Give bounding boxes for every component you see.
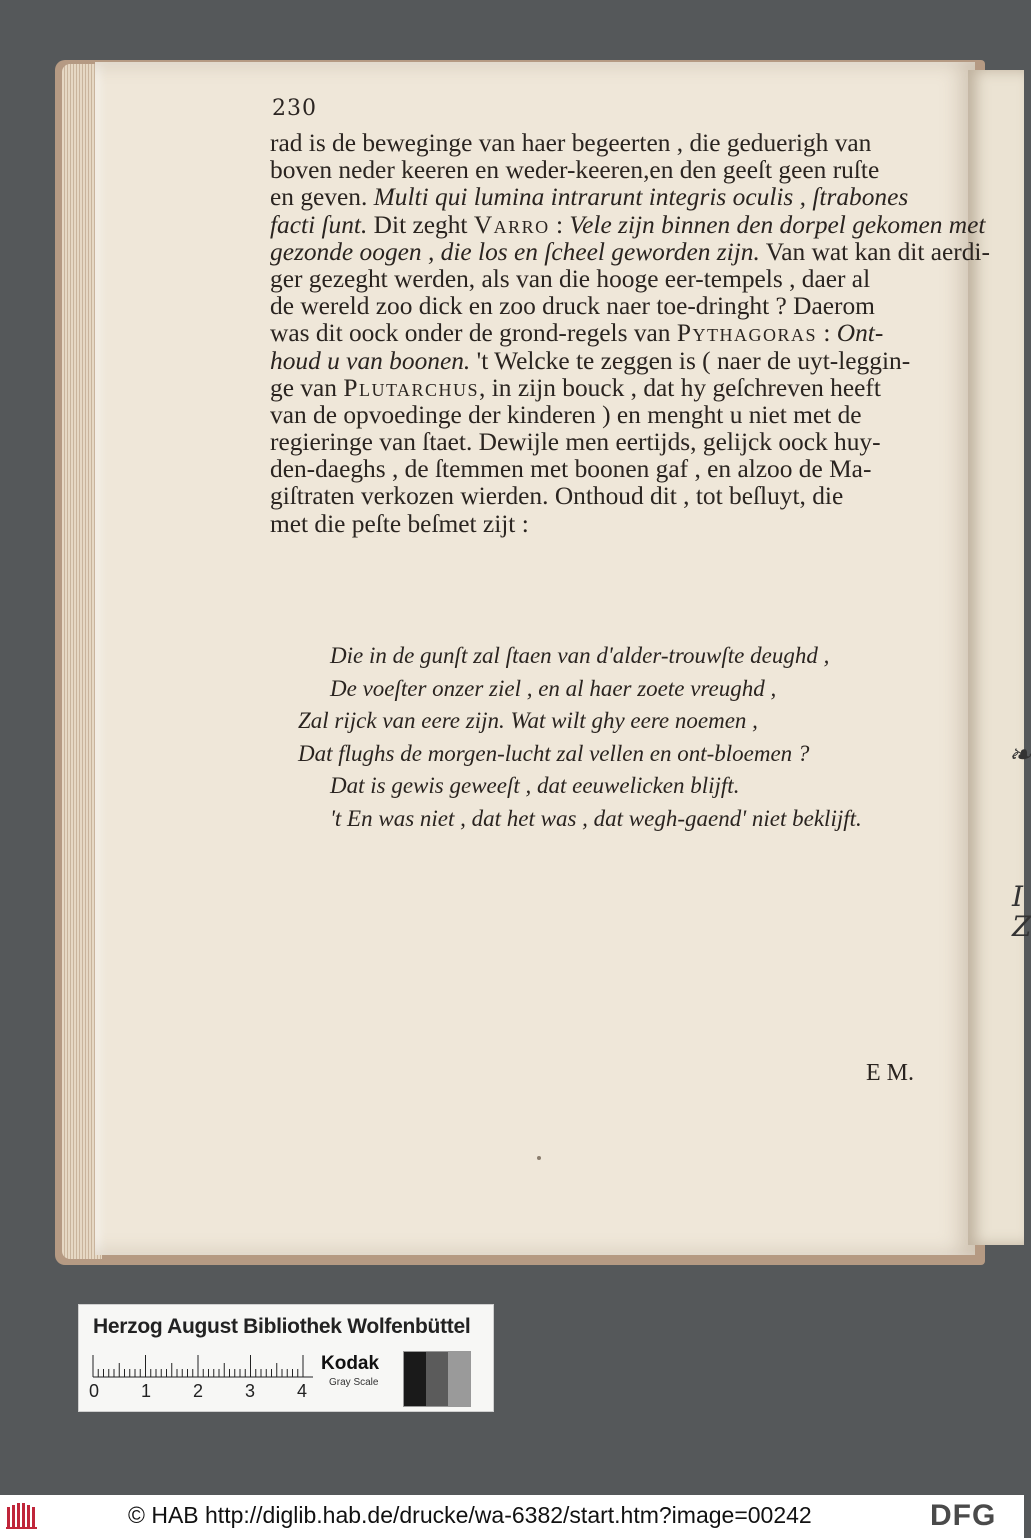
text-line xyxy=(270,348,960,375)
kodak-logo: Kodak xyxy=(321,1353,380,1374)
text-line xyxy=(270,320,960,347)
text-line xyxy=(270,293,960,320)
italic-text: Vele zijn binnen den dorpel gekomen met xyxy=(569,210,986,239)
footer-bar xyxy=(0,1495,1024,1538)
facing-page-fragment: Z xyxy=(1012,910,1031,943)
gray-patches xyxy=(403,1351,471,1407)
text-line xyxy=(270,266,960,293)
text-segment: de wereld zoo dick en zoo druck naer toe-dringht ? Daerom xyxy=(270,292,875,321)
small-caps-name: Varro xyxy=(473,210,550,239)
body-paragraph xyxy=(270,129,990,538)
text-segment: giſtraten verkozen wierden. Onthoud dit , tot beſluyt, die xyxy=(270,482,844,511)
ruler-number: 0 xyxy=(89,1381,100,1401)
italic-text: Multi qui lumina intrarunt integris oculis , ſtrabones xyxy=(373,183,909,212)
gray-patch xyxy=(426,1352,448,1406)
text-segment: ger gezeght werden, als van die hooge eer-tempels , daer al xyxy=(270,264,871,293)
text-segment: regieringe van ſtaet. Dewijle men eertijds, gelijck oock huy- xyxy=(270,428,881,457)
ruler-number: 2 xyxy=(193,1381,204,1401)
ruler-numbers xyxy=(89,1381,319,1403)
text-line xyxy=(270,429,960,456)
verse-line: Zal rijck van eere zijn. Wat wilt ghy eere noemen , xyxy=(298,708,758,733)
ruler-number: 3 xyxy=(245,1381,256,1401)
text-segment: Van wat kan dit aerdi- xyxy=(759,237,990,266)
gray-scale-label: Gray Scale xyxy=(329,1377,379,1388)
gray-patch xyxy=(448,1352,470,1406)
text-line xyxy=(270,456,960,483)
text-segment: den-daeghs , de ſtemmen met boonen gaf , en alzoo de Ma- xyxy=(270,455,872,484)
dfg-logo: DFG xyxy=(930,1499,997,1532)
text-segment: van de opvoedinge der kinderen ) en menght u niet met de xyxy=(270,400,862,429)
italic-text: facti ſunt. xyxy=(270,210,368,239)
small-caps-name: Plutarchus xyxy=(343,373,480,402)
verse-line: Die in de gunſt zal ſtaen van d'alder-trouwſte deughd , xyxy=(330,643,830,668)
text-segment: boven neder keeren en weder-keeren,en den geeſt geen ruſte xyxy=(270,156,880,185)
text-segment: rad is de beweginge van haer begeerten , die geduerigh van xyxy=(270,129,872,157)
paper-speck xyxy=(537,1156,541,1160)
copyright-link[interactable]: © HAB http://diglib.hab.de/drucke/wa-6382/start.htm?image=00242 xyxy=(128,1502,812,1528)
text-segment: en geven. xyxy=(270,183,374,212)
text-line xyxy=(270,511,960,538)
text-segment: : xyxy=(549,210,570,239)
text-segment: 't Welcke te zeggen is ( naer de uyt-leggin- xyxy=(470,346,911,375)
text-line xyxy=(270,157,960,184)
verse-line: Dat is gewis geweeſt , dat eeuwelicken blijft. xyxy=(330,773,740,798)
text-line xyxy=(270,210,986,239)
ruler-number: 1 xyxy=(141,1381,152,1401)
ruler-number: 4 xyxy=(297,1381,308,1401)
italic-text: houd u van boonen. xyxy=(270,346,471,375)
italic-text: gezonde oogen , die los en ſcheel geworden zijn. xyxy=(270,237,760,266)
color-reference-card xyxy=(78,1304,494,1412)
gray-patch xyxy=(404,1352,426,1406)
hab-logo-icon xyxy=(6,1503,40,1529)
catchword: E M. xyxy=(866,1060,914,1086)
verse-line: Dat flughs de morgen-lucht zal vellen en ont-bloemen ? xyxy=(298,740,810,766)
page-number: 230 xyxy=(272,96,317,121)
small-caps-name: Pythagoras xyxy=(676,319,817,348)
ruler-scale xyxy=(93,1353,323,1379)
text-segment: Dit zeght xyxy=(367,210,474,239)
text-line xyxy=(270,402,960,429)
text-line xyxy=(270,130,960,157)
text-segment: , in zijn bouck , dat hy geſchreven heeft xyxy=(479,373,881,402)
verse-line: 't En was niet , dat het was , dat wegh-gaend' niet beklijft. xyxy=(330,805,862,831)
text-segment: was dit oock onder de grond-regels van xyxy=(270,319,677,348)
text-segment: met die peſte beſmet zijt : xyxy=(270,509,529,538)
facing-page-ornament: ❧ xyxy=(1008,738,1031,771)
italic-text: Ont- xyxy=(836,319,884,348)
text-segment: ge van xyxy=(270,373,344,402)
facing-page-fragment: I xyxy=(1012,880,1024,913)
text-line xyxy=(270,483,960,510)
text-line xyxy=(270,375,960,402)
library-name: Herzog August Bibliothek Wolfenbüttel xyxy=(93,1315,471,1338)
verse-line: De voeſter onzer ziel , en al haer zoete vreughd , xyxy=(330,675,777,701)
text-line xyxy=(270,184,960,211)
verse-block xyxy=(298,640,862,835)
text-line xyxy=(270,237,990,266)
text-segment: : xyxy=(816,319,837,348)
